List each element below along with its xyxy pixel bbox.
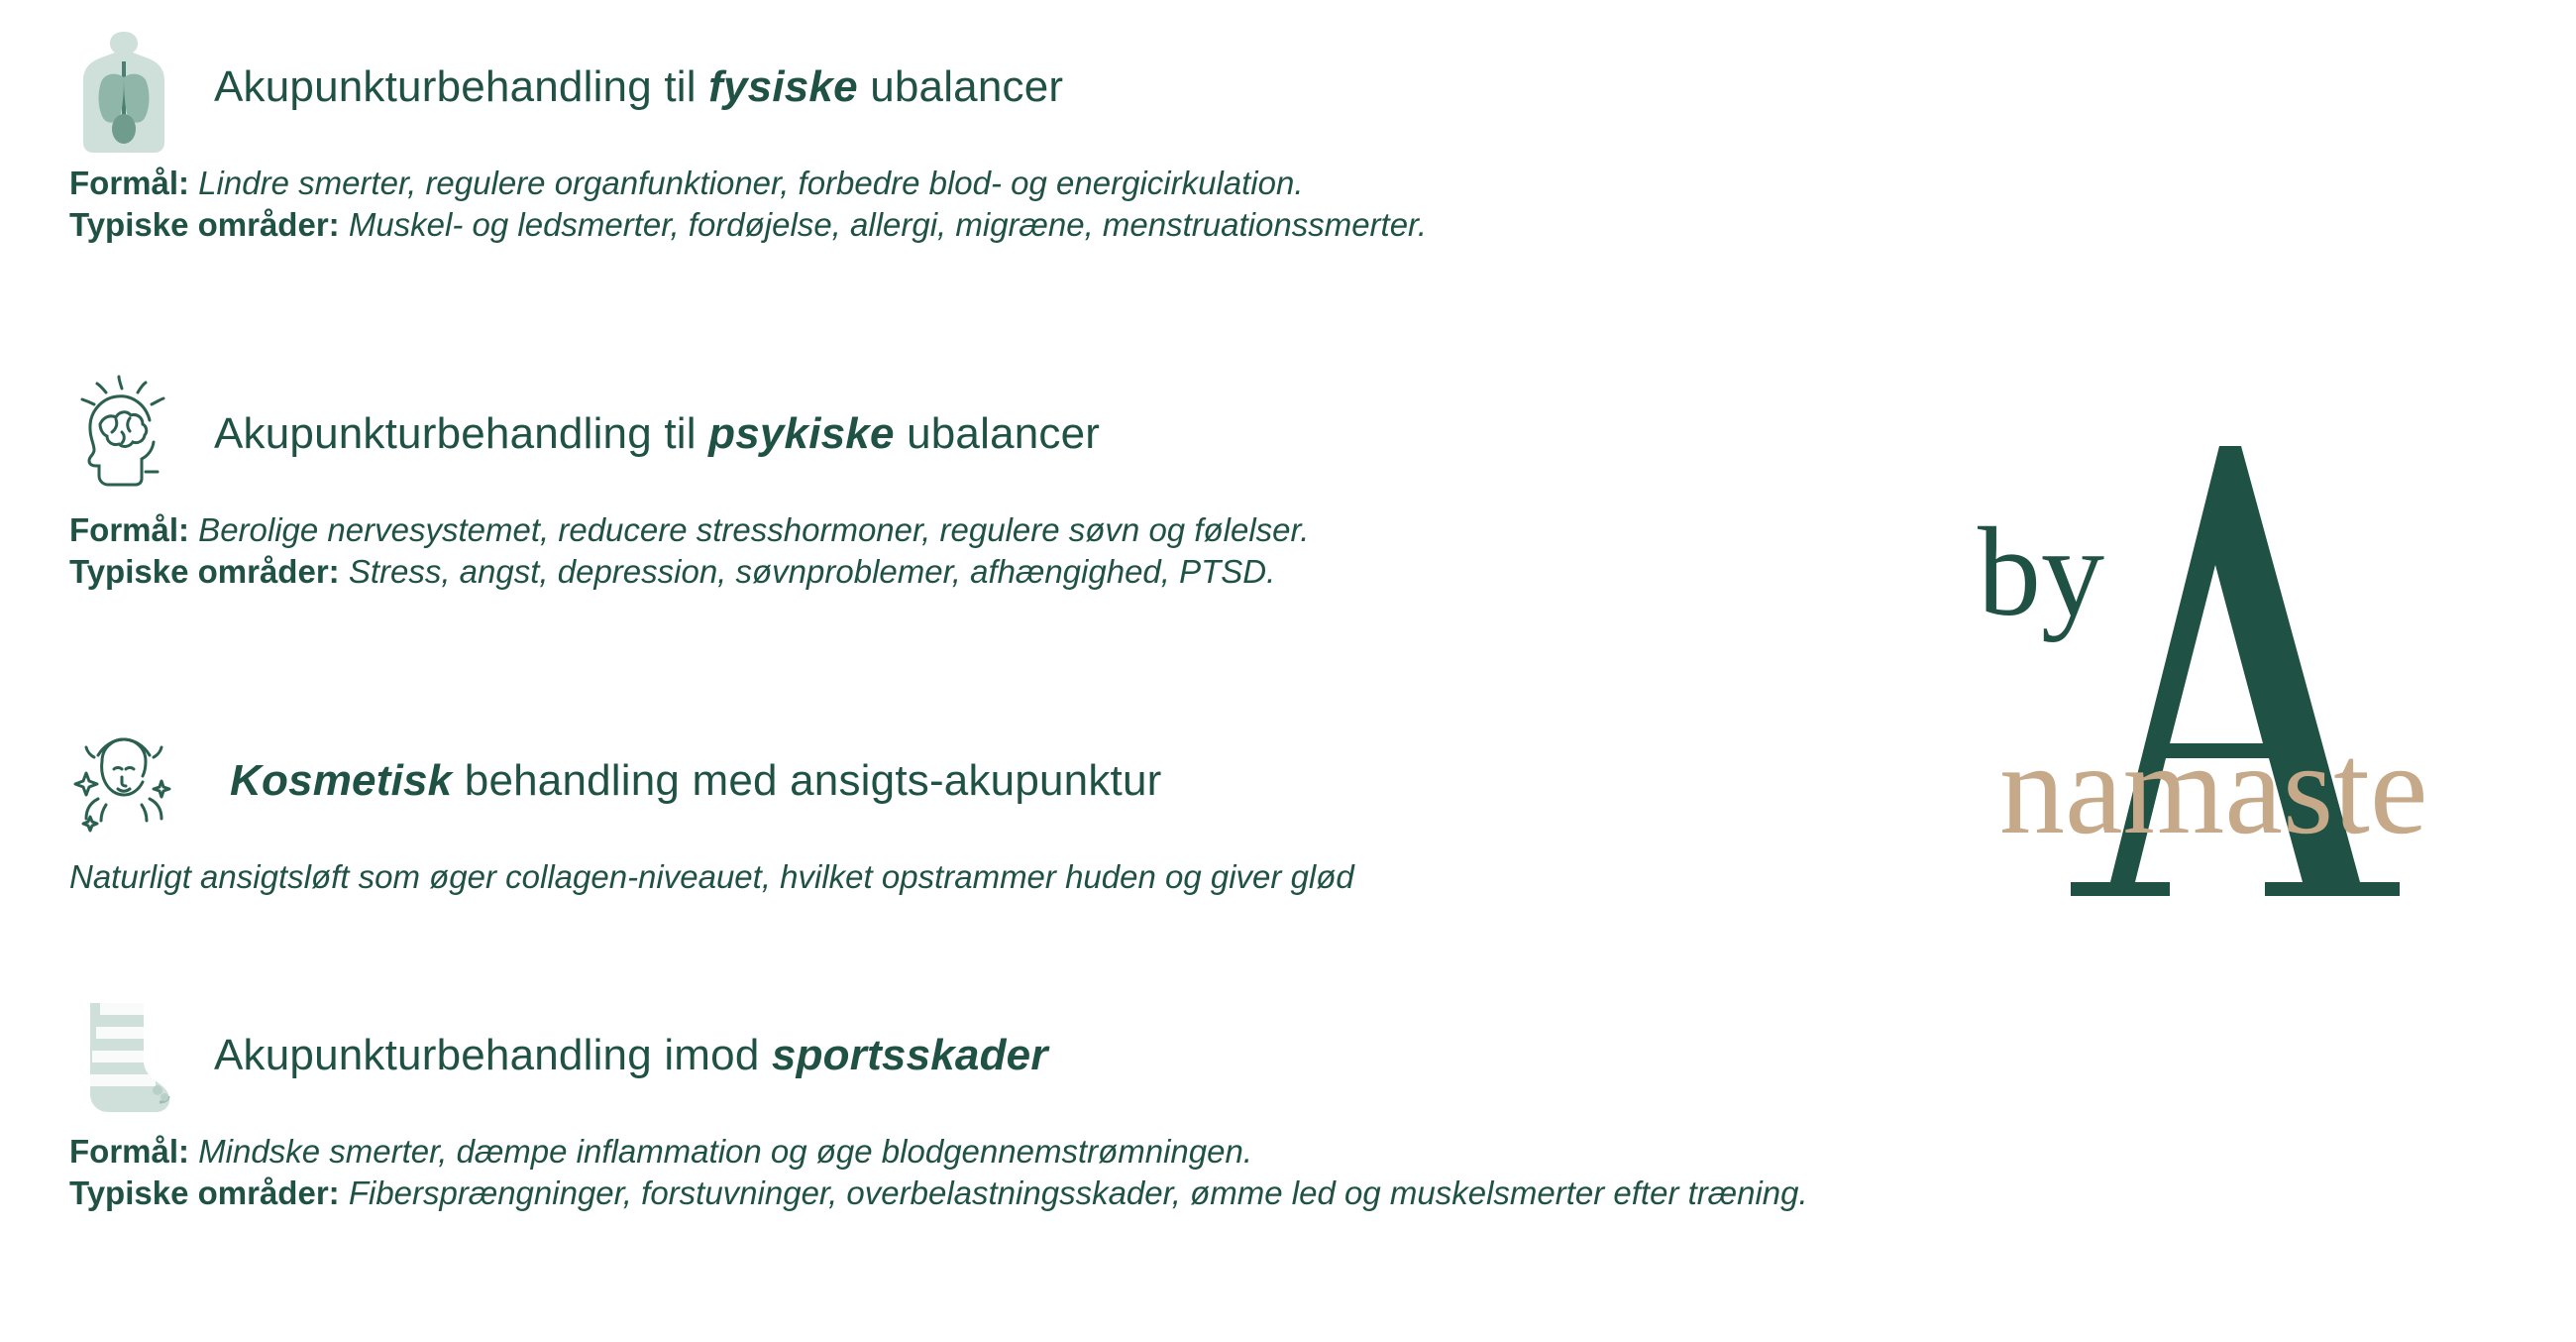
logo-by-text: by	[1978, 502, 2104, 642]
section-title	[214, 62, 1063, 112]
title-prefix: Akupunkturbehandling imod	[214, 1031, 772, 1079]
line-text: Muskel- og ledsmerter, fordøjelse, allergi, migræne, menstruationssmerter.	[339, 206, 1427, 244]
title-suffix: ubalancer	[857, 62, 1064, 111]
title-emphasis: psykiske	[708, 409, 895, 458]
title-prefix: Akupunkturbehandling til	[214, 62, 709, 111]
line-label: Formål:	[69, 165, 190, 201]
title-emphasis: Kosmetisk	[230, 756, 453, 805]
section-line	[69, 856, 1354, 898]
head-brain-icon	[59, 365, 188, 503]
section-header	[59, 986, 1808, 1125]
section-line	[69, 204, 1427, 246]
line-text: Berolige nervesystemet, reducere stresshormoner, regulere søvn og følelser.	[189, 511, 1310, 548]
section-body	[69, 163, 1427, 246]
line-text: Mindske smerter, dæmpe inflammation og øge blodgennemstrømningen.	[189, 1133, 1253, 1170]
line-label: Typiske områder:	[69, 206, 340, 244]
section-line	[69, 1173, 1808, 1214]
line-label: Formål:	[69, 511, 190, 548]
section-kosmetisk	[59, 712, 1354, 898]
logo-namaste-text: namaste	[1999, 716, 2428, 861]
section-body	[69, 509, 1309, 593]
line-text: Naturligt ansigtsløft som øger collagen-niveauet, hvilket opstrammer huden og giver glød	[69, 858, 1354, 895]
section-line	[69, 163, 1427, 204]
section-header	[59, 18, 1427, 157]
section-body	[69, 1131, 1808, 1214]
by-a-namaste-logo	[1972, 416, 2467, 932]
bandaged-foot-icon	[59, 986, 188, 1125]
line-text: Stress, angst, depression, søvnproblemer, afhængighed, PTSD.	[339, 553, 1276, 591]
line-text: Lindre smerter, regulere organfunktioner, forbedre blod- og energicirkulation.	[189, 165, 1304, 201]
title-suffix: behandling med ansigts-akupunktur	[452, 756, 1162, 805]
section-sportsskader	[59, 986, 1808, 1214]
section-psykiske	[59, 365, 1309, 593]
section-line	[69, 551, 1309, 593]
title-prefix: Akupunkturbehandling til	[214, 409, 709, 458]
torso-lungs-icon	[59, 18, 188, 157]
line-text: Fibersprængninger, forstuvninger, overbelastningsskader, ømme led og muskelsmerter efter træning.	[339, 1174, 1808, 1212]
title-suffix: ubalancer	[894, 409, 1101, 458]
line-label: Typiske områder:	[69, 1174, 340, 1212]
line-label: Formål:	[69, 1133, 190, 1170]
section-title	[214, 1031, 1048, 1080]
face-beauty-icon	[59, 712, 188, 850]
section-fysiske	[59, 18, 1427, 246]
section-header	[59, 712, 1354, 850]
section-line	[69, 509, 1309, 551]
line-label: Typiske områder:	[69, 553, 340, 591]
section-title	[214, 409, 1100, 459]
section-header	[59, 365, 1309, 503]
title-emphasis: sportsskader	[771, 1031, 1048, 1079]
section-title	[230, 756, 1162, 806]
section-line	[69, 1131, 1808, 1173]
section-body	[69, 856, 1354, 898]
title-emphasis: fysiske	[708, 62, 858, 111]
